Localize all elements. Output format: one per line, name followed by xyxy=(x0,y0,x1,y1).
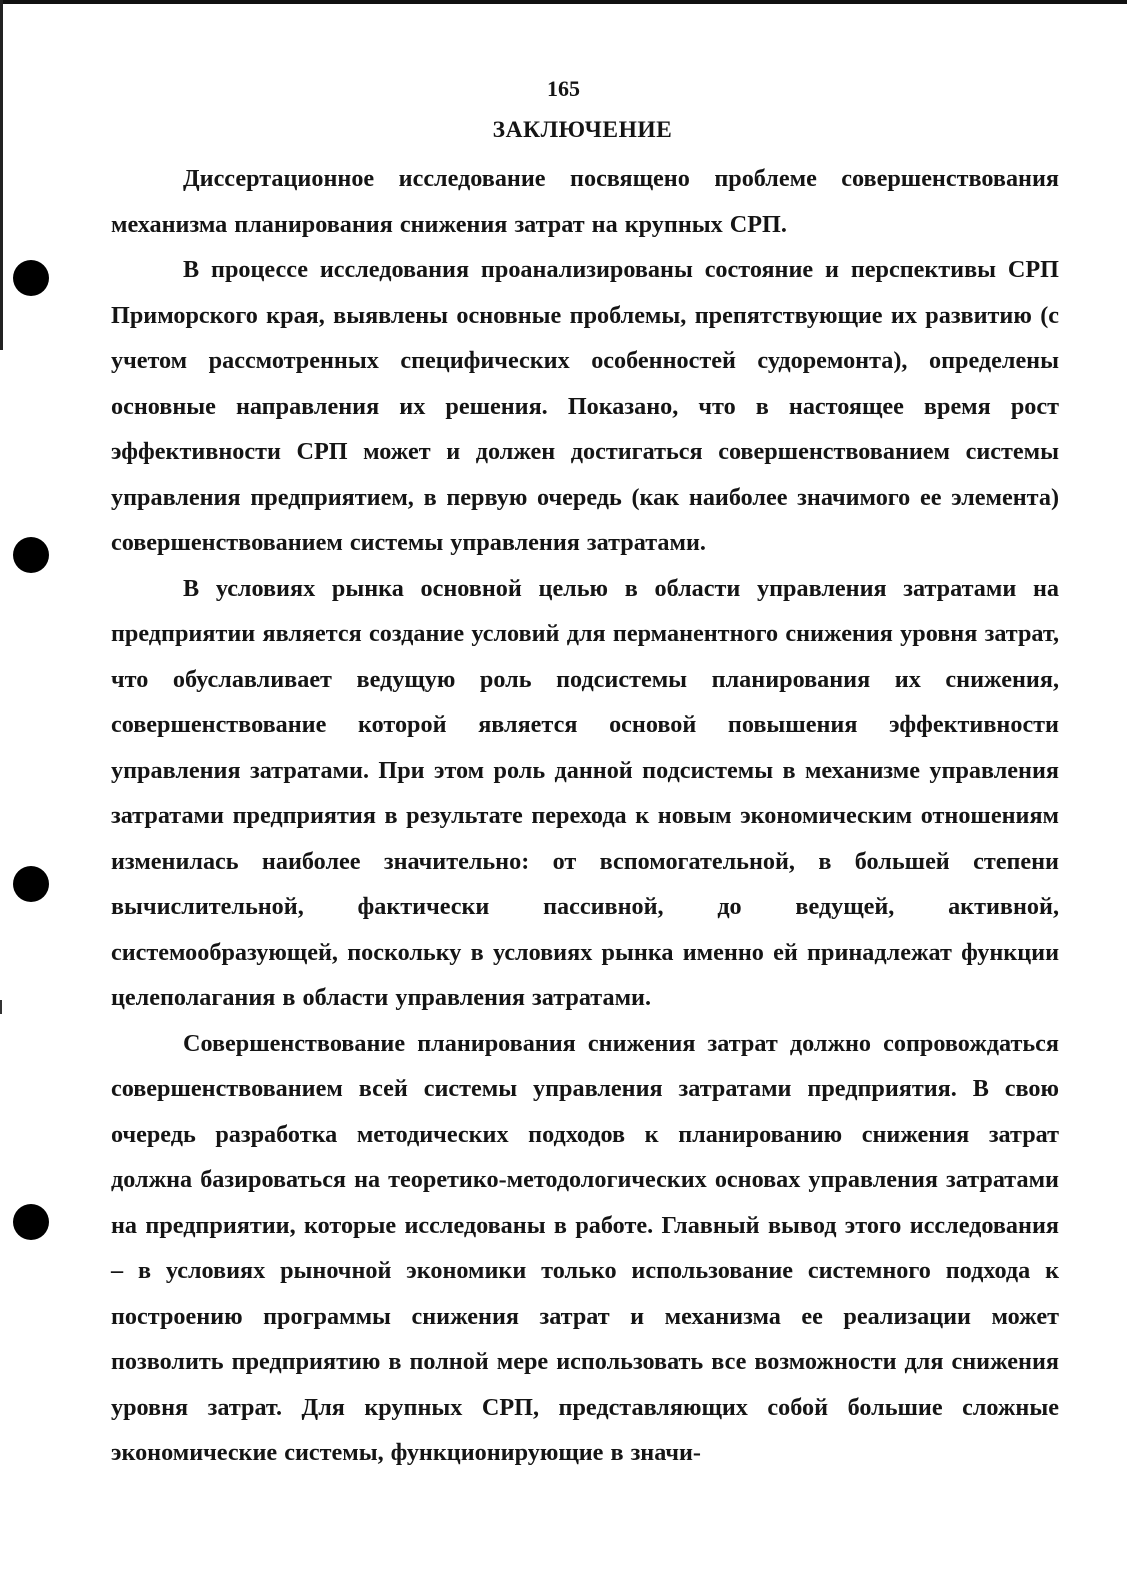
binder-punch-hole xyxy=(13,260,49,296)
binder-punch-hole xyxy=(13,537,49,573)
section-heading: ЗАКЛЮЧЕНИЕ xyxy=(492,117,673,143)
scan-left-tick xyxy=(0,1000,2,1014)
scan-left-edge xyxy=(0,0,3,350)
paragraph: В процессе исследования проанализированы состояние и перспективы СРП Приморского края, выявлены основные проблемы, препятствующие их развитию (с учетом рассмотренных специфических особенностей судоремонта), определены основные направления их решения. Показано, что в настоящее время рост эффективности СРП может и должен достигаться совершенствованием системы управления предприятием, в первую очередь (как наиболее значимого ее элемента) совершенствованием системы управления затратами. xyxy=(111,256,1059,556)
binder-punch-hole xyxy=(13,866,49,902)
scan-top-edge xyxy=(0,0,1127,4)
paragraph: Диссертационное исследование посвящено проблеме совершенствования механизма планирования снижения затрат на крупных СРП. xyxy=(111,165,1059,238)
page-number: 165 xyxy=(547,76,580,101)
paragraph: В условиях рынка основной целью в области управления затратами на предприятии является создание условий для перманентного снижения уровня затрат, что обуславливает ведущую роль подсистемы планирования их снижения, совершенствование которой является основой повышения эффективности управления затратами. При этом роль данной подсистемы в механизме управления затратами предприятия в результате перехода к новым экономическим отношениям изменилась наиболее значительно: от вспомогательной, в большей степени вычислительной, фактически пассивной, до ведущей, активной, системообразующей, поскольку в условиях рынка именно ей принадлежат функции целеполагания в области управления затратами. xyxy=(111,574,1059,1011)
binder-punch-hole xyxy=(13,1204,49,1240)
body-text xyxy=(111,156,1059,1476)
paragraph: Совершенствование планирования снижения затрат должно сопровождаться совершенствованием всей системы управления затратами предприятия. В свою очередь разработка методических подходов к планированию снижения затрат должна базироваться на теоретико-методологических основах управления затратами на предприятии, которые исследованы в работе. Главный вывод этого исследования – в условиях рыночной экономики только использование системного подхода к построению программы снижения затрат и механизма ее реализации может позволить предприятию в полной мере использовать все возможности для снижения уровня затрат. Для крупных СРП, представляющих собой большие сложные экономические системы, функционирующие в значи- xyxy=(111,1029,1059,1466)
